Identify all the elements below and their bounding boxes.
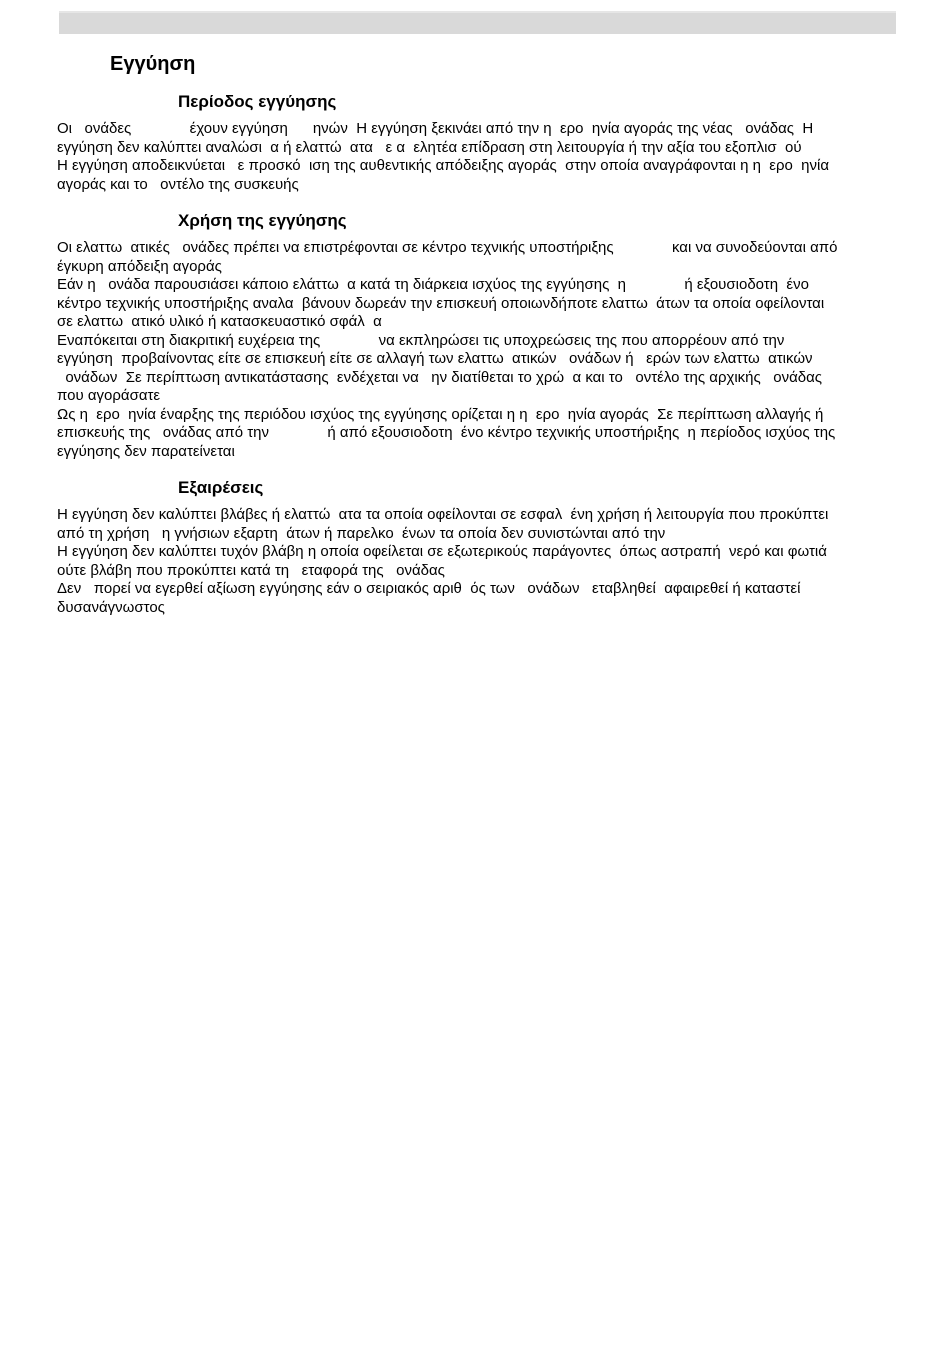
paragraph [0,543,950,580]
text-line: ούτε βλάβη που προκύπτει κατά τη εταφορά της ονάδας [57,561,445,579]
text-line: εγγύηση δεν καλύπτει αναλώσι α ή ελαττώ ατα ε α ελητέα επίδραση στη λειτουργία ή την αξία του εξοπλισ ού [57,138,802,156]
text-line: Η εγγύηση δεν καλύπτει βλάβες ή ελαττώ ατα τα οποία οφείλονται σε εσφαλ ένη χρήση ή λειτουργία που προκύπτει [57,506,829,523]
text-line: σε ελαττω ατικό υλικό ή κατασκευαστικό σφάλ α [57,313,382,330]
section-heading-exclusions: Εξαιρέσεις [178,478,264,497]
paragraph [0,406,950,462]
text-line: δυσανάγνωστος [57,598,165,616]
document-content [0,0,950,617]
text-line: αγοράς και το οντέλο της συσκευής [57,175,299,193]
paragraph [0,506,950,543]
text-line: Οι ελαττω ατικές ονάδες πρέπει να επιστρέφονται σε κέντρο τεχνικής υποστήριξης και να συνοδεύονται από [57,239,838,256]
text-line: έγκυρη απόδειξη αγοράς [57,257,222,275]
paragraph [0,580,950,617]
text-line: Η εγγύηση αποδεικνύεται ε προσκό ιση της αυθεντικής απόδειξης αγοράς στην οποία αναγράφονται η η ερο ηνία [57,157,830,174]
paragraph [0,332,950,406]
section-exclusions [0,478,950,617]
text-line: εγγύηση προβαίνοντας είτε σε επισκευή είτε σε αλλαγή των ελαττω ατικών ονάδων ή ερών των ελαττω ατικών [57,350,813,367]
text-line: που αγοράσατε [57,387,161,404]
text-line: Εναπόκειται στη διακριτική ευχέρεια της να εκπληρώσει τις υποχρεώσεις της που απορρέουν από την [57,331,785,349]
text-line: Ως η ερο ηνία έναρξης της περιόδου ισχύος της εγγύησης ορίζεται η η ερο ηνία αγοράς Σε περίπτωση αλλαγής ή [57,405,824,423]
section-warranty-period [0,92,950,194]
text-line: Εάν η ονάδα παρουσιάσει κάποιο ελάττω α κατά τη διάρκεια ισχύος της εγγύησης η ή εξουσιοδοτη ένο [57,276,809,293]
paragraph [0,120,950,194]
section-heading-warranty-period: Περίοδος εγγύησης [178,92,337,111]
page-title: Εγγύηση [110,53,196,75]
paragraph [0,276,950,332]
paragraph [0,239,950,276]
text-line: Η εγγύηση δεν καλύπτει τυχόν βλάβη η οποία οφείλεται σε εξωτερικούς παράγοντες όπως αστραπή νερό και φωτιά [57,543,827,560]
section-warranty-use [0,211,950,461]
text-line: εγγύησης δεν παρατείνεται [57,442,235,460]
text-line: ονάδων Σε περίπτωση αντικατάστασης ενδέχεται να ην διατίθεται το χρώ α και το οντέλο της αρχικής ονάδας [57,368,823,386]
text-line: επισκευής της ονάδας από την ή από εξουσιοδοτη ένο κέντρο τεχνικής υποστήριξης η περίοδος ισχύος της [57,424,836,441]
section-heading-warranty-use: Χρήση της εγγύησης [178,211,347,230]
text-line: κέντρο τεχνικής υποστήριξης αναλα βάνουν δωρεάν την επισκευή οποιωνδήποτε ελαττω άτων τα οποία οφείλονται [57,294,825,312]
text-line: Οι ονάδες έχουν εγγύηση ηνών Η εγγύηση ξεκινάει από την η ερο ηνία αγοράς της νέας ονάδας Η [57,120,814,137]
text-line: Δεν πορεί να εγερθεί αξίωση εγγύησης εάν ο σειριακός αριθ ός των ονάδων εταβληθεί αφαιρεθεί ή καταστεί [57,580,801,597]
text-line: από τη χρήση η γνήσιων εξαρτη άτων ή παρελκο ένων τα οποία δεν συνιστώνται από την [57,524,666,542]
header-bar [59,11,896,34]
